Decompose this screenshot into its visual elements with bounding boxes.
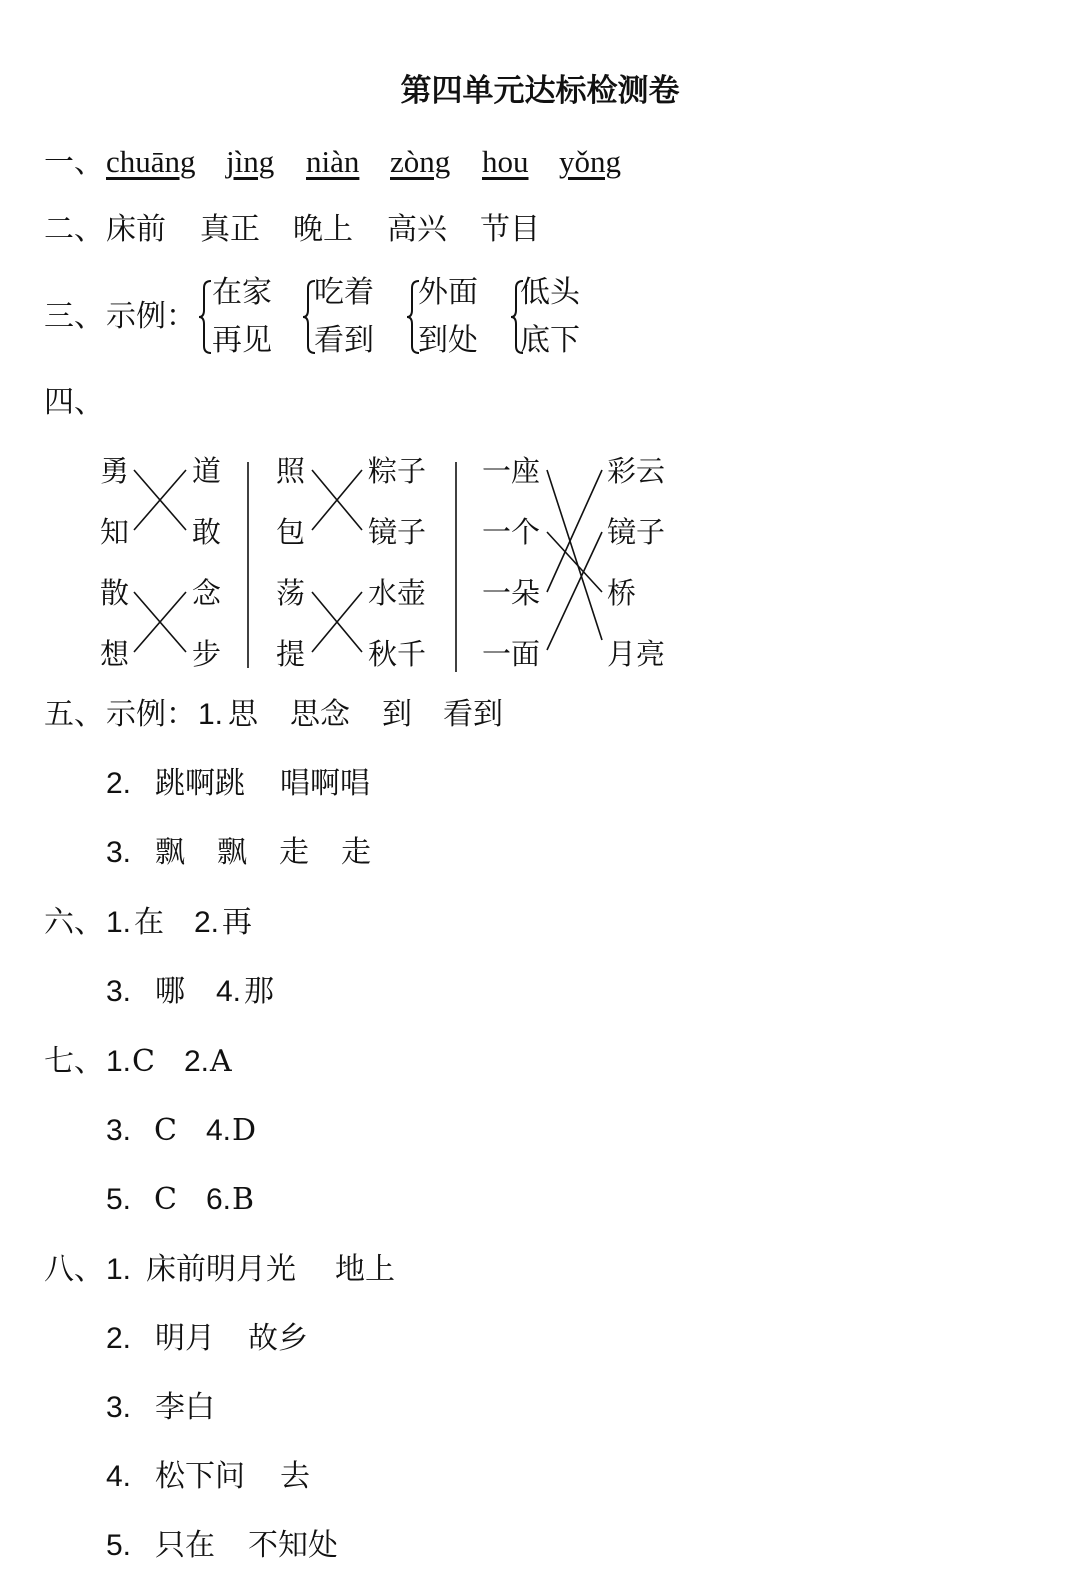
group-word-bottom: 到处	[418, 323, 478, 358]
example-prefix: 示例：	[106, 697, 196, 732]
answer-text: A	[210, 1044, 232, 1079]
example-prefix: 示例：	[106, 299, 196, 334]
item-number: 1.	[106, 906, 132, 939]
word-answer: 高兴	[387, 212, 447, 247]
answer-text: 地上	[335, 1252, 395, 1287]
match-left-item: 一个	[482, 515, 541, 549]
match-right-item: 念	[192, 576, 222, 610]
group-word-bottom: 再见	[212, 323, 272, 358]
answer-text: B	[232, 1182, 255, 1217]
item-number: 1.	[106, 1045, 132, 1078]
match-line	[547, 470, 602, 640]
answer-text: 再	[222, 905, 252, 940]
item-number: 2.	[106, 1322, 132, 1355]
answer-text: 哪	[155, 974, 185, 1009]
answer-text: 不知处	[248, 1528, 338, 1563]
match-right-item: 镜子	[368, 515, 427, 549]
group-word-bottom: 底下	[520, 323, 580, 358]
item-number: 4.	[216, 975, 242, 1008]
section-3-label: 三、	[44, 299, 104, 334]
answer-text: 到	[382, 697, 412, 732]
match-right-item: 彩云	[607, 454, 666, 488]
match-right-item: 步	[192, 637, 222, 671]
match-left-item: 散	[100, 576, 130, 610]
match-left-item: 一面	[482, 637, 541, 671]
word-answer: 节目	[480, 212, 540, 247]
match-right-item: 粽子	[368, 454, 427, 488]
answer-text: 看到	[443, 697, 503, 732]
match-left-item: 一座	[482, 454, 541, 488]
answer-text: 唱啊唱	[280, 766, 370, 801]
word-answer: 真正	[200, 212, 260, 247]
answer-text: D	[232, 1113, 257, 1148]
pinyin-answer: hou	[482, 144, 529, 179]
answer-text: 走	[341, 835, 371, 870]
item-number: 1.	[106, 1253, 132, 1286]
item-number: 6.	[206, 1183, 232, 1216]
pinyin-answer: chuāng	[106, 144, 196, 179]
word-answer: 床前	[106, 212, 166, 247]
match-right-item: 镜子	[607, 515, 666, 549]
match-left-item: 一朵	[482, 576, 541, 610]
match-right-item: 月亮	[607, 637, 666, 671]
section-6-label: 六、	[44, 905, 104, 940]
section-2-label: 二、	[44, 212, 104, 247]
pinyin-answer: zòng	[390, 144, 451, 179]
match-right-item: 道	[192, 454, 222, 488]
match-line	[547, 470, 602, 592]
answer-text: C	[132, 1044, 155, 1079]
answer-text: 那	[244, 974, 274, 1009]
answer-text: 飘	[217, 835, 247, 870]
answer-text: 李白	[155, 1390, 215, 1425]
answer-text: 飘	[155, 835, 185, 870]
section-1-label: 一、	[44, 145, 104, 180]
section-5-label: 五、	[44, 697, 104, 732]
item-number: 5.	[106, 1529, 132, 1562]
section-8-label: 八、	[44, 1252, 104, 1287]
item-number: 1.	[198, 698, 224, 731]
match-line	[547, 532, 602, 592]
item-number: 5.	[106, 1183, 132, 1216]
item-number: 2.	[184, 1045, 210, 1078]
answer-text: 在	[134, 905, 164, 940]
match-left-item: 想	[100, 637, 130, 671]
answer-text: 去	[280, 1459, 310, 1494]
answer-text: 思念	[290, 697, 350, 732]
group-word-top: 低头	[520, 275, 580, 310]
word-answer: 晚上	[293, 212, 353, 247]
item-number: 3.	[106, 975, 132, 1008]
group-word-top: 在家	[212, 275, 272, 310]
answer-text: 松下问	[155, 1459, 245, 1494]
match-left-item: 知	[100, 515, 130, 549]
answer-text: 明月	[155, 1321, 215, 1356]
group-word-top: 吃着	[314, 275, 374, 310]
answer-text: 思	[228, 697, 258, 732]
match-right-item: 桥	[607, 576, 637, 610]
match-right-item: 敢	[192, 515, 222, 549]
match-left-item: 荡	[276, 576, 306, 610]
item-number: 3.	[106, 1391, 132, 1424]
answer-text: 故乡	[248, 1321, 308, 1356]
match-left-item: 提	[276, 637, 306, 671]
item-number: 4.	[206, 1114, 232, 1147]
item-number: 2.	[106, 767, 132, 800]
match-line	[547, 532, 602, 650]
answer-text: C	[154, 1113, 177, 1148]
match-right-item: 秋千	[368, 637, 427, 671]
answer-text: 床前明月光	[146, 1252, 296, 1287]
answer-text: C	[154, 1182, 177, 1217]
page-title: 第四单元达标检测卷	[400, 73, 680, 109]
section-7-label: 七、	[44, 1044, 104, 1079]
item-number: 3.	[106, 1114, 132, 1147]
group-word-top: 外面	[418, 275, 478, 310]
item-number: 4.	[106, 1460, 132, 1493]
pinyin-answer: yǒng	[559, 144, 621, 179]
match-left-item: 勇	[100, 454, 130, 488]
answer-text: 跳啊跳	[155, 766, 245, 801]
answer-text: 走	[279, 835, 309, 870]
match-left-item: 包	[276, 515, 306, 549]
pinyin-answer: jìng	[226, 144, 275, 179]
group-word-bottom: 看到	[314, 323, 374, 358]
item-number: 3.	[106, 836, 132, 869]
match-right-item: 水壶	[368, 576, 427, 610]
match-left-item: 照	[276, 454, 306, 488]
section-4-label: 四、	[44, 385, 104, 420]
answer-text: 只在	[155, 1528, 215, 1563]
pinyin-answer: niàn	[306, 144, 360, 179]
item-number: 2.	[194, 906, 220, 939]
